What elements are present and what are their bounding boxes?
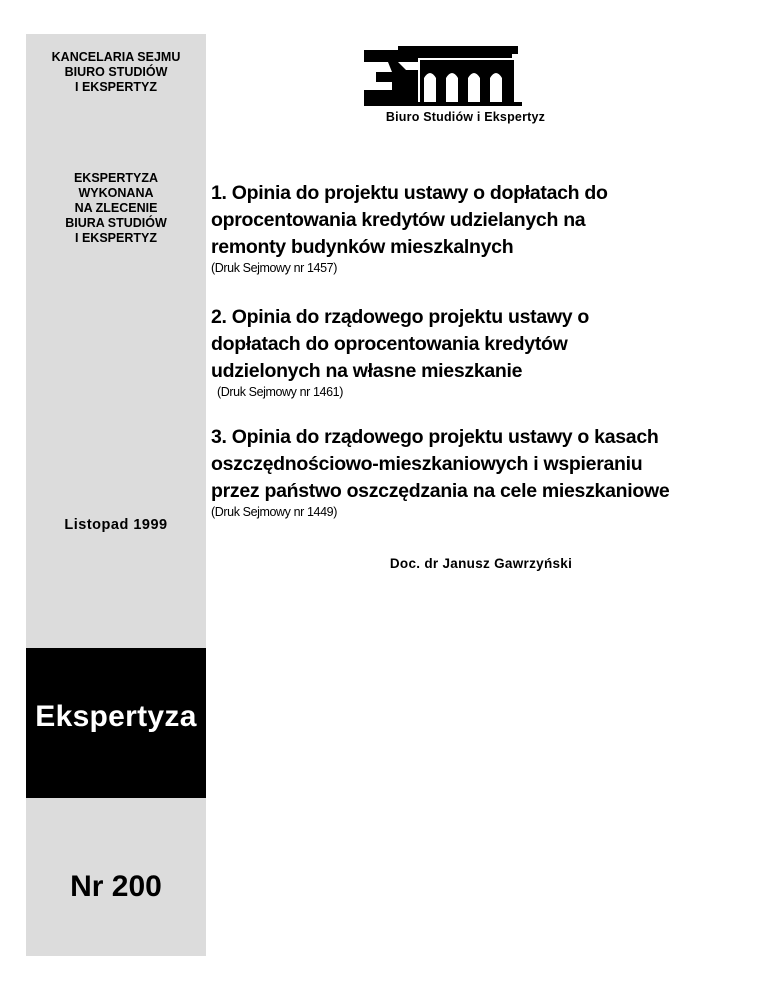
opinion-title: 2. Opinia do rządowego projektu ustawy o dopłatach do oprocentowania kredytów udzielonych na własne mieszkanie [211, 306, 590, 382]
print-reference: (Druk Sejmowy nr 1461) [217, 385, 343, 399]
bsie-logo [358, 42, 573, 130]
opinion-2 [211, 304, 751, 400]
commission-label: EKSPERTYZA WYKONANA NA ZLECENIE BIURA STUDIÓW I EKSPERTYZ [65, 171, 167, 245]
issue-number: Nr 200 [70, 870, 162, 903]
institution-label: KANCELARIA SEJMU BIURO STUDIÓW I EKSPERTYZ [51, 50, 181, 94]
doc-type-label: Ekspertyza [35, 700, 197, 733]
opinion-3 [211, 424, 751, 520]
left-sidebar [26, 34, 206, 956]
doc-type-band [26, 648, 206, 798]
print-reference: (Druk Sejmowy nr 1457) [211, 261, 337, 275]
opinion-title: 3. Opinia do rządowego projektu ustawy o kasach oszczędnościowo-mieszkaniowych i wspieraniu przez państwo oszczędzania na cele mieszkaniowe [211, 426, 670, 502]
building-logo-icon [358, 42, 573, 108]
publication-date: Listopad 1999 [64, 517, 168, 533]
logo-caption: Biuro Studiów i Ekspertyz [385, 110, 546, 124]
author-name: Doc. dr Janusz Gawrzyński [389, 556, 573, 571]
opinion-title: 1. Opinia do projektu ustawy o dopłatach do oprocentowania kredytów udzielanych na remonty budynków mieszkalnych [211, 182, 608, 258]
opinion-1 [211, 180, 751, 276]
print-reference: (Druk Sejmowy nr 1449) [211, 505, 337, 519]
